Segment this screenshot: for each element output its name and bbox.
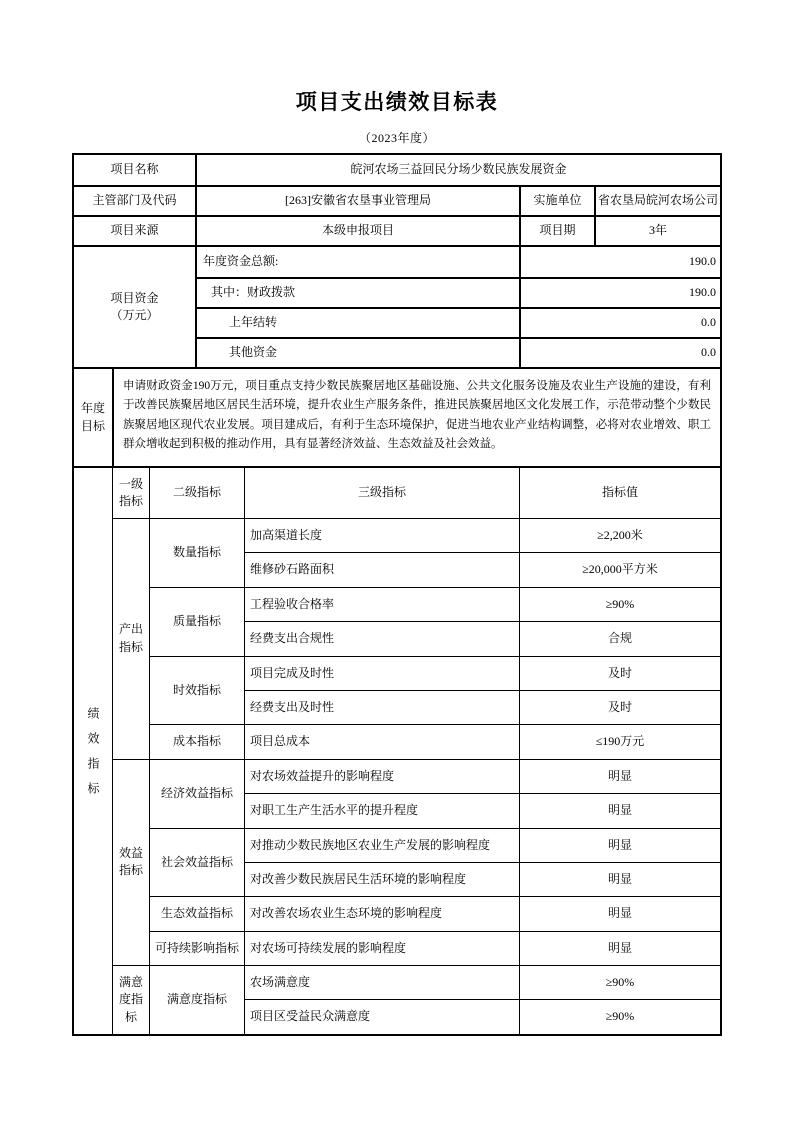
value-cell: 明显 — [519, 793, 720, 827]
l3-cell: 加高渠道长度 — [244, 518, 519, 552]
l1-group-output: 产出指标 — [112, 518, 149, 759]
value-cell: 及时 — [519, 690, 720, 724]
page-title: 项目支出绩效目标表 — [295, 90, 499, 114]
l2-group-social: 社会效益指标 — [149, 828, 244, 897]
project-name-value: 皖河农场三益回民分场少数民族发展资金 — [195, 155, 720, 185]
perf-side-label — [74, 468, 112, 1034]
dept-value: [263]安徽省农垦事业管理局 — [195, 185, 519, 215]
value-cell: 明显 — [519, 896, 720, 930]
funds-row-value: 0.0 — [519, 307, 720, 337]
value-cell: 明显 — [519, 862, 720, 896]
l3-cell: 对农场可持续发展的影响程度 — [244, 931, 519, 965]
funds-row-name: 其中：财政拨款 — [195, 277, 519, 307]
l3-cell: 经费支出合规性 — [244, 621, 519, 655]
value-cell: ≥20,000平方米 — [519, 552, 720, 586]
funds-row-value: 190.0 — [519, 247, 720, 277]
header-level1: 一级指标 — [112, 468, 149, 518]
l3-cell: 维修砂石路面积 — [244, 552, 519, 586]
basic-info-section — [74, 155, 720, 245]
value-cell: ≥90% — [519, 587, 720, 621]
l3-cell: 项目完成及时性 — [244, 656, 519, 690]
l2-group-quantity: 数量指标 — [149, 518, 244, 587]
l3-cell: 对改善少数民族居民生活环境的影响程度 — [244, 862, 519, 896]
l3-cell: 对改善农场农业生态环境的影响程度 — [244, 896, 519, 930]
annual-goal-label: 年度目标 — [80, 401, 105, 433]
header-level2: 二级指标 — [149, 468, 244, 518]
value-cell: ≥90% — [519, 965, 720, 999]
perf-side-label-text: 绩效指标 — [86, 707, 100, 808]
value-cell: 明显 — [519, 759, 720, 793]
funds-label — [74, 247, 195, 367]
l3-cell: 农场满意度 — [244, 965, 519, 999]
project-period-value: 3年 — [594, 215, 720, 245]
annual-goal-text: 申请财政资金190万元，项目重点支持少数民族聚居地区基础设施、公共文化服务设施及农业生产设施的建设，有利于改善民族聚居地区居民生活环境，提升农业生产服务条件，推进民族聚居地区文化发展工作，示范带动整个少数民族聚居地区现代农业发展。项目建成后，有利于生态环境保护，促进当地农业产业结构调整，必将对农业增效、职工群众增收起到积极的推动作用，具有显著经济效益、生态效益及社会效益。 — [112, 369, 720, 466]
funds-row-name: 上年结转 — [195, 307, 519, 337]
l2-group-economic: 经济效益指标 — [149, 759, 244, 828]
l2-group-timeliness: 时效指标 — [149, 656, 244, 725]
dept-label: 主管部门及代码 — [74, 185, 195, 215]
impl-unit-value: 省农垦局皖河农场公司 — [594, 185, 720, 215]
header-level3: 三级指标 — [244, 468, 519, 518]
annual-goal-section — [74, 367, 720, 466]
l2-group-ecological: 生态效益指标 — [149, 896, 244, 930]
value-cell: 合规 — [519, 621, 720, 655]
value-cell: ≥2,200米 — [519, 518, 720, 552]
project-name-label: 项目名称 — [110, 162, 159, 177]
project-period-label: 项目期 — [519, 215, 594, 245]
l3-cell: 对农场效益提升的影响程度 — [244, 759, 519, 793]
funds-label-line2: （万元） — [110, 308, 159, 322]
funds-row-name: 年度资金总额: — [195, 247, 519, 277]
header-value: 指标值 — [519, 468, 720, 518]
page-subtitle: （2023年度） — [358, 131, 435, 145]
l3-cell: 项目总成本 — [244, 724, 519, 758]
l3-cell: 对推动少数民族地区农业生产发展的影响程度 — [244, 828, 519, 862]
l3-cell: 项目区受益民众满意度 — [244, 999, 519, 1033]
l2-group-satisfaction: 满意度指标 — [149, 965, 244, 1034]
value-cell: ≤190万元 — [519, 724, 720, 758]
performance-target-table — [72, 153, 722, 1036]
impl-unit-label: 实施单位 — [519, 185, 594, 215]
project-funds-section — [74, 245, 720, 367]
funds-label-line1: 项目资金 — [110, 290, 159, 305]
funds-row-value: 0.0 — [519, 337, 720, 367]
value-cell: ≥90% — [519, 999, 720, 1033]
value-cell: 明显 — [519, 931, 720, 965]
l1-group-satisfaction: 满意度指标 — [112, 965, 149, 1034]
funds-row-value: 190.0 — [519, 277, 720, 307]
indicators-section — [74, 466, 720, 1034]
l2-group-sustainable: 可持续影响指标 — [149, 931, 244, 965]
project-source-value: 本级申报项目 — [195, 215, 519, 245]
l3-cell: 工程验收合格率 — [244, 587, 519, 621]
l3-cell: 经费支出及时性 — [244, 690, 519, 724]
funds-row-name: 其他资金 — [195, 337, 519, 367]
l2-group-cost: 成本指标 — [149, 724, 244, 758]
l3-cell: 对职工生产生活水平的提升程度 — [244, 793, 519, 827]
value-cell: 明显 — [519, 828, 720, 862]
l2-group-quality: 质量指标 — [149, 587, 244, 656]
value-cell: 及时 — [519, 656, 720, 690]
project-source-label: 项目来源 — [74, 215, 195, 245]
l1-group-benefit: 效益指标 — [112, 759, 149, 965]
